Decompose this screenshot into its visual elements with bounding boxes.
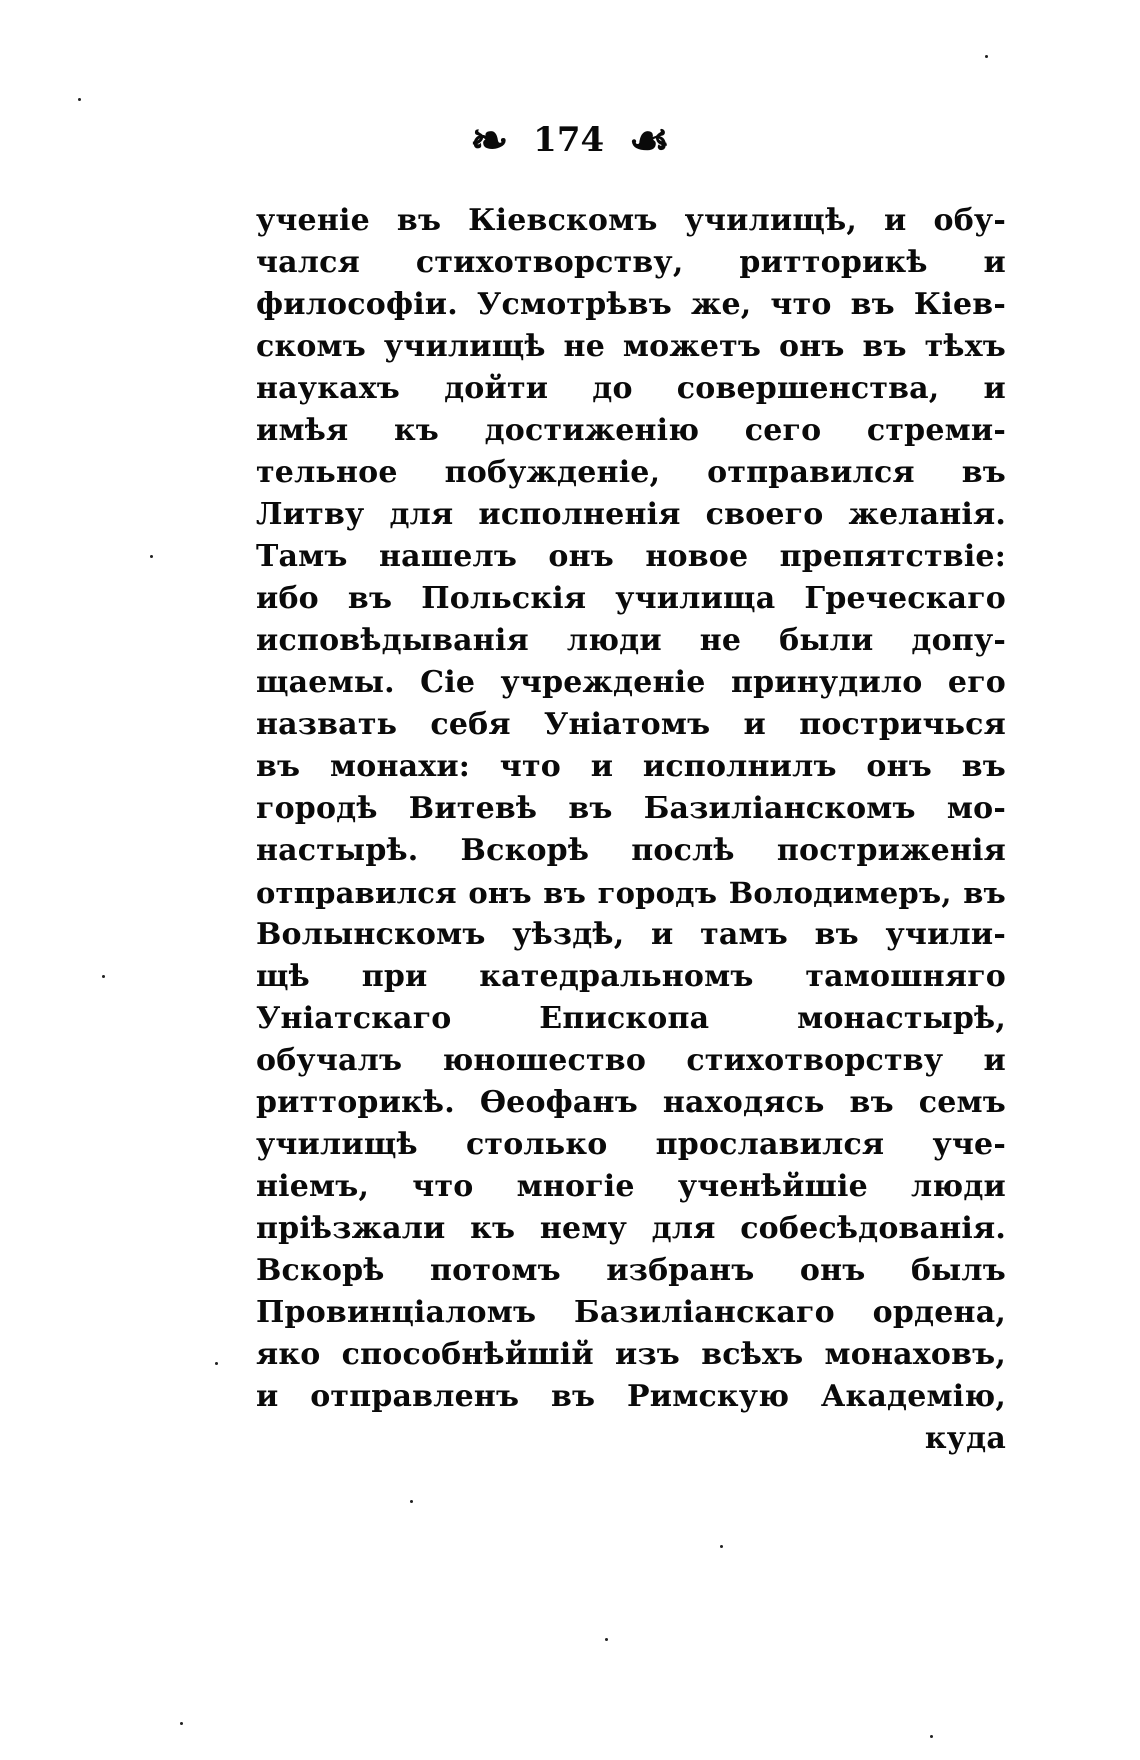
text-line: ритторикѣ. Ѳеофанъ находясь въ семъ xyxy=(256,1085,1006,1120)
text-line: ученіе въ Кіевскомъ училищѣ, и обу- xyxy=(256,203,1006,238)
text-line: имѣя къ достиженію сего стреми- xyxy=(256,413,1006,448)
text-line: училищѣ столько прославился уче- xyxy=(256,1127,1006,1162)
scan-speck xyxy=(930,1735,933,1738)
text-line: и отправленъ въ Римскую Академію, xyxy=(256,1379,1006,1414)
page-header xyxy=(0,112,1140,165)
text-line: настырѣ. Вскорѣ послѣ постриженія xyxy=(256,833,1006,868)
text-line: отправился онъ въ городъ Володимеръ, въ xyxy=(256,876,1006,910)
scan-speck xyxy=(720,1545,723,1548)
text-line: щаемы. Сіе учрежденіе принудило его xyxy=(256,665,1006,700)
scan-speck xyxy=(102,975,105,978)
text-line: щѣ при катедральномъ тамошняго xyxy=(256,959,1006,994)
text-line: яко способнѣйшій изъ всѣхъ монаховъ, xyxy=(256,1337,1006,1372)
text-line: философіи. Усмотрѣвъ же, что въ Кіев- xyxy=(256,287,1006,322)
text-line: Вскорѣ потомъ избранъ онъ былъ xyxy=(256,1253,1006,1288)
scan-speck xyxy=(985,55,988,58)
catchword: куда xyxy=(924,1421,1006,1456)
scan-speck xyxy=(150,555,153,558)
text-line: ніемъ, что многіе ученѣйшіе люди xyxy=(256,1169,1006,1204)
text-line: тельное побужденіе, отправился въ xyxy=(256,455,1006,490)
text-line: назвать себя Уніатомъ и постричься xyxy=(256,707,1006,742)
text-line: исповѣдыванія люди не были допу- xyxy=(256,623,1006,658)
text-line: Литву для исполненія своего желанія. xyxy=(256,497,1006,532)
text-line: Уніатскаго Епископа монастырѣ, xyxy=(256,1001,1006,1036)
scan-speck xyxy=(605,1638,608,1641)
text-line: обучалъ юношество стихотворству и xyxy=(256,1043,1006,1078)
ornament-left-icon: ❧ xyxy=(469,113,509,167)
text-line: Волынскомъ уѣздѣ, и тамъ въ учили- xyxy=(256,917,1006,952)
text-line: наукахъ дойти до совершенства, и xyxy=(256,371,1006,406)
page-number: 174 xyxy=(533,120,605,160)
text-line: въ монахи: что и исполнилъ онъ въ xyxy=(256,749,1006,784)
text-line: пріѣзжали къ нему для собесѣдованія. xyxy=(256,1211,1006,1246)
scan-speck xyxy=(78,98,81,101)
text-line: Провинціаломъ Базиліанскаго ордена, xyxy=(256,1295,1006,1330)
text-line: городѣ Витевѣ въ Базиліанскомъ мо- xyxy=(256,791,1006,826)
ornament-right-icon: ☙ xyxy=(628,113,671,167)
text-line: ибо въ Польскія училища Греческаго xyxy=(256,581,1006,616)
scan-speck xyxy=(180,1722,183,1725)
scan-speck xyxy=(215,1362,218,1365)
scan-speck xyxy=(410,1500,413,1503)
text-line: чался стихотворству, ритторикѣ и xyxy=(256,245,1006,280)
text-line: Тамъ нашелъ онъ новое препятствіе: xyxy=(256,539,1006,574)
body-text xyxy=(256,200,1006,1460)
text-line: скомъ училищѣ не можетъ онъ въ тѣхъ xyxy=(256,329,1006,364)
